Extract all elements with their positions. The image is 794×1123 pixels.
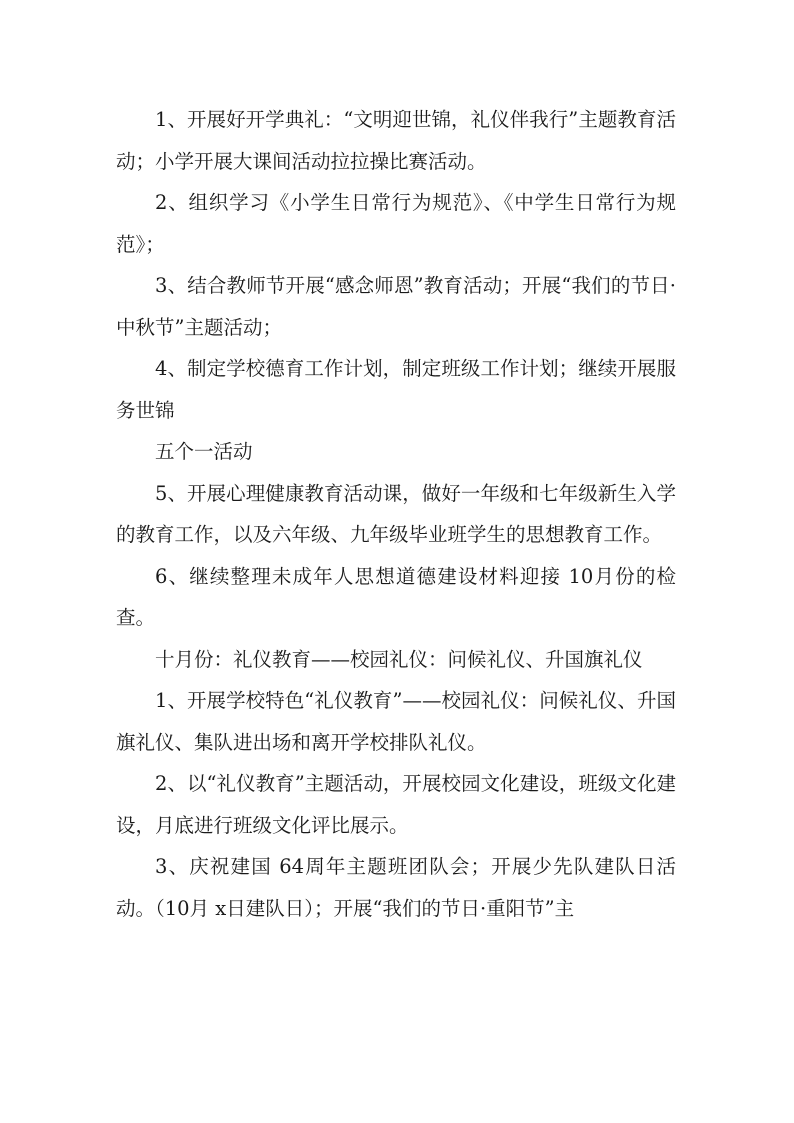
paragraph-activity-6: 6、继续整理未成年人思想道德建设材料迎接 10月份的检查。 xyxy=(116,564,676,629)
paragraph-five-activities: 五个一活动 xyxy=(155,440,253,463)
paragraph-october-1: 1、开展学校特色“礼仪教育”——校园礼仪：问候礼仪、升国旗礼仪、集队进出场和离开学校排队礼仪。 xyxy=(116,689,676,754)
paragraph-october-3: 3、庆祝建国 64周年主题班团队会；开展少先队建队日活动。（10月 x日建队日）；开展“我们的节日·重阳节”主 xyxy=(116,855,676,920)
paragraph-activity-4: 4、制定学校德育工作计划，制定班级工作计划；继续开展服务世锦 xyxy=(116,357,676,422)
paragraph-activity-5: 5、开展心理健康教育活动课，做好一年级和七年级新生入学的教育工作，以及六年级、九年级毕业班学生的思想教育工作。 xyxy=(116,481,676,546)
paragraph-october-2: 2、以“礼仪教育”主题活动，开展校园文化建设，班级文化建设，月底进行班级文化评比展示。 xyxy=(116,772,676,837)
paragraph-activity-3: 3、结合教师节开展“感念师恩”教育活动；开展“我们的节日·中秋节”主题活动； xyxy=(116,274,676,339)
section-heading-october: 十月份：礼仪教育——校园礼仪：问候礼仪、升国旗礼仪 xyxy=(155,647,643,671)
document-body xyxy=(116,99,676,929)
paragraph-activity-2: 2、组织学习《小学生日常行为规范》、《中学生日常行为规范》； xyxy=(116,191,676,256)
paragraph-activity-1: 1、开展好开学典礼：“文明迎世锦，礼仪伴我行”主题教育活动；小学开展大课间活动拉拉操比赛活动。 xyxy=(116,108,676,173)
